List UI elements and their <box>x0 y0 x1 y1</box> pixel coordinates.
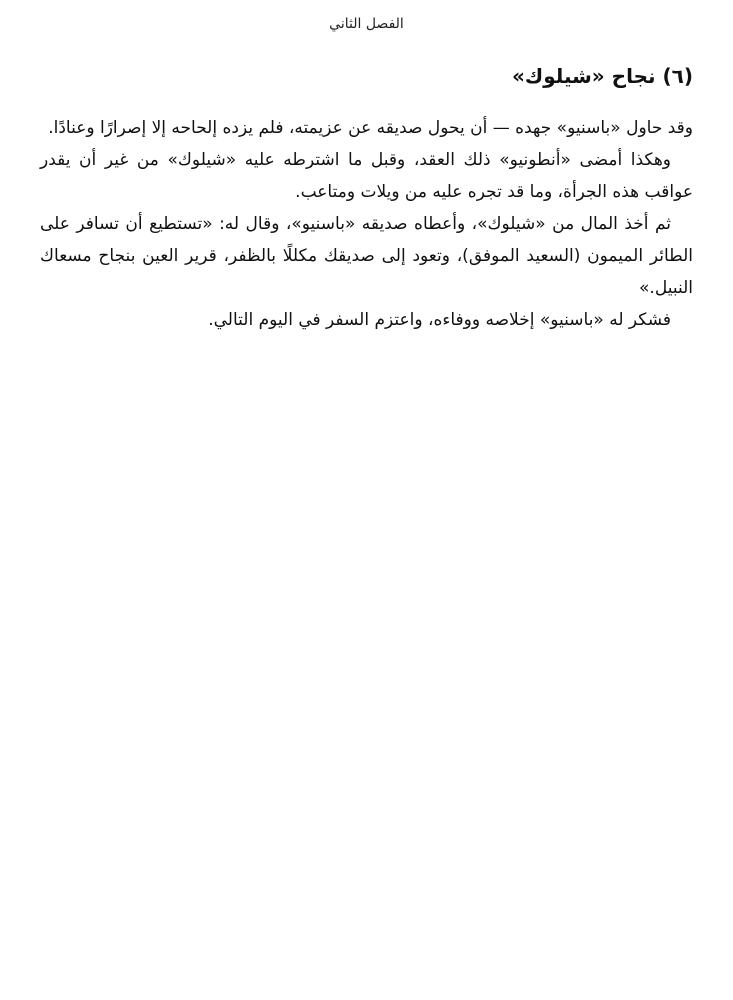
section-heading: (٦) نجاح «شيلوك» <box>512 64 693 88</box>
running-header-title: الفصل الثاني <box>329 16 404 32</box>
paragraph-3: ثم أخذ المال من «شيلوك»، وأعطاه صديقه «باسنيو»، وقال له: «تستطيع أن تسافر على الطائر الميمون (السعيد الموفق)، وتعود إلى صديقك مكللًا بالظفر، قرير العين بنجاح مسعاك النبيل.» <box>40 214 693 298</box>
body-text <box>40 112 693 336</box>
paragraph-2: وهكذا أمضى «أنطونيو» ذلك العقد، وقبل ما اشترطه عليه «شيلوك» من غير أن يقدر عواقب هذه الجرأة، وما قد تجره عليه من ويلات ومتاعب. <box>40 150 693 202</box>
paragraph-4: فشكر له «باسنيو» إخلاصه ووفاءه، واعتزم السفر في اليوم التالي. <box>208 310 671 330</box>
paragraph-1: وقد حاول «باسنيو» جهده — أن يحول صديقه عن عزيمته، فلم يزده إلحاحه إلا إصرارًا وعنادًا. <box>48 118 693 138</box>
